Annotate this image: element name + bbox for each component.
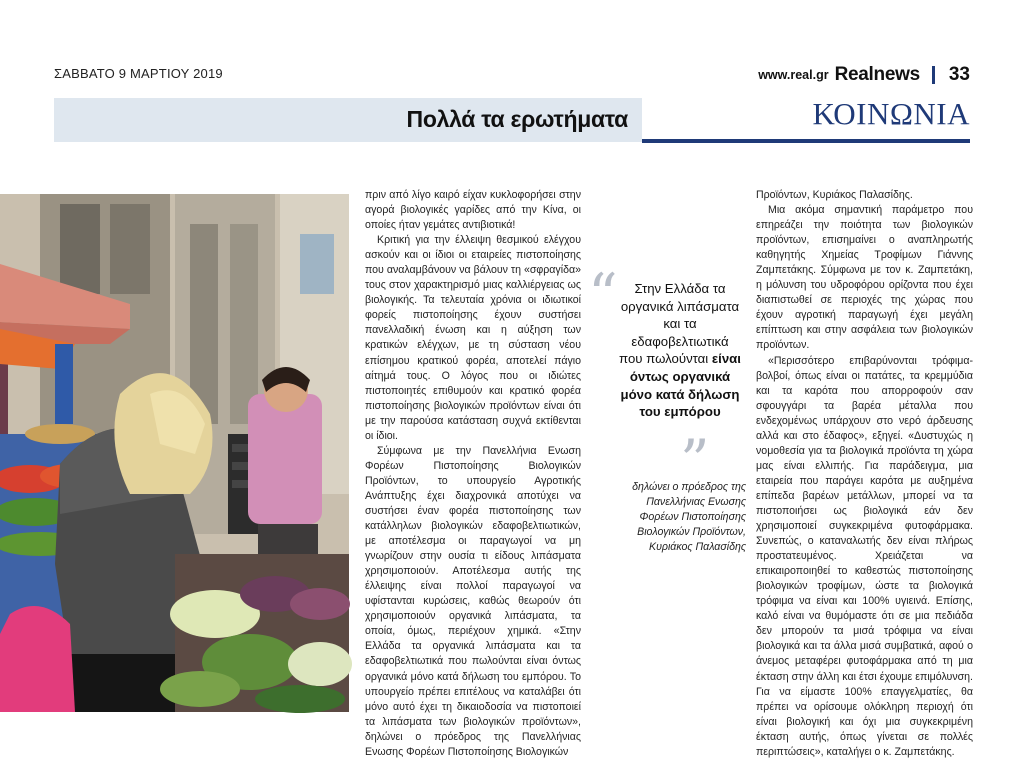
article-title: Πολλά τα ερωτήματα <box>406 106 628 132</box>
masthead <box>758 64 970 86</box>
title-band <box>54 98 642 142</box>
pull-quote <box>588 261 742 495</box>
close-quote-icon: ” <box>680 427 710 495</box>
open-quote-icon: “ <box>588 261 618 329</box>
brand-logo: Realnews <box>834 64 920 85</box>
paragraph: «Περισσότερο επιβαρύνονται τρόφιμα-βολβοί, όπως είναι οι πατάτες, τα κρεμμύδια και τα καρότα που απορροφούν σαν σφουγγάρι τα βαρέα μέταλλα που ενδεχομένως υπάρχουν στο νερό άρδευσης αλλά και στο έδαφος», εξηγεί. «Δυστυχώς η νομοθεσία για τα βιολογικά προϊόντα τη χώρα μας είναι ελλιπής. Για παράδειγμα, μια εταιρεία που παράγει καρότα με αυξημένα επίπεδα βαρέων μετάλλων, μπορεί να τα πιστοποιήσει ως βιολογικά εάν δεν χρησιμοποιεί συγκεκριμένα φυτοφάρμακα. Συνεπώς, ο καταναλωτής δεν είναι πλήρως προστατευμένος. Χρειάζεται να επικαιροποιηθεί το καθεστώς πιστοποίησης βιολογικών τροφίμων, ώστε τα βιολογικά τρόφιμα να είναι και 100% υγιεινά. Επίσης, καλό είναι να θυμόμαστε ότι σε μια πεδιάδα δεν μπορούν τα μισά τρόφιμα να είναι βιολογικά και τα άλλα μισά συμβατικά, αφού ο άνεμος μεταφέρει φυτοφάρμακα από τη μια έκταση στην άλλη και έτσι έχουμε επιμόλυνση. Για να είμαστε 100% επαγγελματίες, θα πρέπει να ορίσουμε ολόκληρη περιοχή ότι είναι βιολογική και όχι μια συγκεκριμένη έκταση αυτής, όπως γίνεται σε πολλές περιπτώσεις», καταλήγει ο κ. Ζαμπετάκης. <box>756 354 973 758</box>
paragraph: Σύμφωνα με την Πανελλήνια Ενωση Φορέων Πιστοποίησης Βιολογικών Προϊόντων, το υπουργείο Αγροτικής Ανάπτυξης έχει διαχρονικά αποτύχει να συστήσει έναν φορέα πιστοποίησης των κατάλληλων βιολογικών εδαφοβελτιωτικών, με αποτέλεσμα οι παραγωγοί να μη γνωρίζουν στην ουσία τι είδους λιπάσματα χρησιμοποιούν. Αποτέλεσμα αυτής της έλλειψης είναι πολλοί παραγωγοί να υφίστανται κυρώσεις, καθώς θεωρούν ότι χρησιμοποιούν οργανικά λιπάσματα, τα οποία, όμως, περιέχουν χημικά. «Στην Ελλάδα τα οργανικά λιπάσματα και τα εδαφοβελτιωτικά που πωλούνται είναι όντως οργανικά μόνο κατά δήλωση του εμπόρου. Το υπουργείο πρέπει επιτέλους να καταλάβει ότι μόνο αυτό έχει τη δικαιοδοσία να πιστοποιεί τα λιπάσματα των βιολογικών προϊόντων», δηλώνει ο πρόεδρος της Πανελλήνιας Ενωσης Φορέων Πιστοποίησης Βιολογικών <box>365 444 581 758</box>
pull-quote-bold: είναι όντως οργανικά μόνο κατά δήλωση του εμπόρου <box>620 351 741 420</box>
market-photo <box>0 194 349 712</box>
pull-quote-text <box>618 280 742 421</box>
paragraph: Προϊόντων, Κυριάκος Παλασίδης. <box>756 189 913 201</box>
section-rule <box>642 139 970 143</box>
article-column-2 <box>756 188 973 760</box>
section-name: ΚΟΙΝΩΝΙΑ <box>812 96 970 131</box>
page-number: 33 <box>948 64 970 85</box>
article-column-1 <box>365 188 581 760</box>
masthead-divider <box>932 66 935 84</box>
paragraph: Κριτική για την έλλειψη θεσμικού ελέγχου ασκούν και οι ίδιοι οι εταιρείες πιστοποίησης που αναλαμβάνουν να βάλουν τη «σφραγίδα» τους στον χαρακτηρισμό μιας καλλιέργειας ως βιολογικής. Τα τελευταία χρόνια οι ιδιωτικοί φορείς πιστοποίησης έχουν συστήσει πανελλαδική ένωση και η αύξηση των κρατικών ελέγχων, με τη σύσταση νέου επίσημου κρατικού φορέα, αποτελεί πάγιο αίτημά τους. Ο λόγος που οι ιδιώτες πιστοποιητές επιθυμούν και κρατικό φορέα πιστοποίησης βιολογικών προϊόντων είναι ότι με την παρούσα κατάσταση συχνά εκτίθενται οι ίδιοι. <box>365 234 581 442</box>
site-url[interactable]: www.real.gr <box>758 68 829 82</box>
pull-quote-attribution: δηλώνει ο πρόεδρος της Πανελλήνιας Ενωσης Φορέων Πιστοποίησης Βιολογικών Προϊόντων, Κυριάκος Παλασίδης <box>632 481 746 553</box>
paragraph: Μια ακόμα σημαντική παράμετρο που επηρεάζει την ποιότητα των βιολογικών προϊόντων, επισημαίνει ο αναπληρωτής καθηγητής Χημείας Τροφίμων Γιάννης Ζαμπετάκης. Σύμφωνα με τον κ. Ζαμπετάκη, η μόλυνση του υδροφόρου ορίζοντα που έχει διαπιστωθεί σε περιοχές της χώρας που έχουν αγροτική παραγωγή έχει μεγάλη επίπτωση και στην ασφάλεια των βιολογικών προϊόντων. <box>756 204 973 352</box>
header-date: ΣΑΒΒΑΤΟ 9 ΜΑΡΤΙΟΥ 2019 <box>54 66 223 81</box>
paragraph: πριν από λίγο καιρό είχαν κυκλοφορήσει στην αγορά βιολογικές γαρίδες από την Κίνα, οι οποίες ήταν γεμάτες αντιβιοτικά! <box>365 189 581 232</box>
pull-quote-normal: Στην Ελλάδα τα οργανικά λιπάσματα και τα εδαφοβελτιωτικά που πωλούνται <box>619 281 740 367</box>
